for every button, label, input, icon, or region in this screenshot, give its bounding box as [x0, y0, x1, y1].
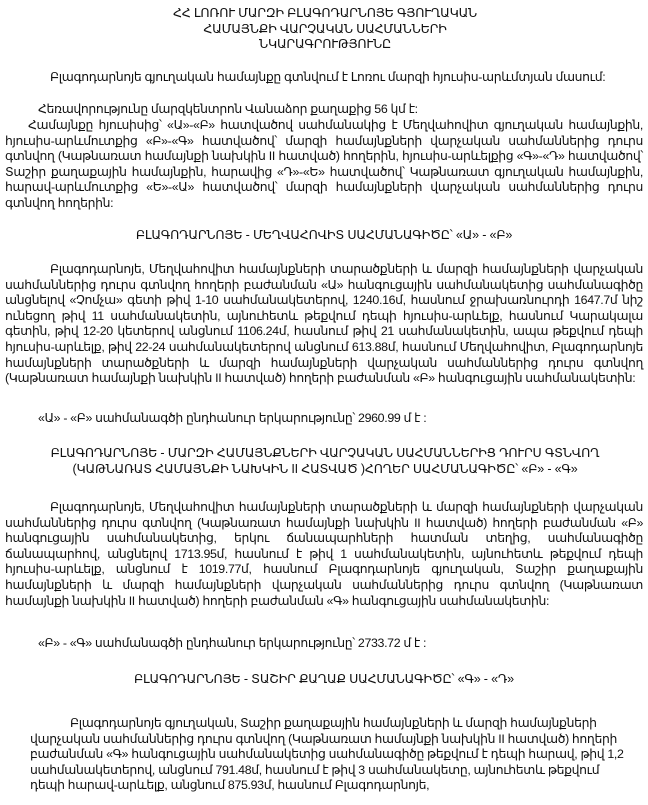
section-heading-a-b: ԲԼԱԳՈԴԱՐՆՈՅԵ - ՄԵՂՎԱՀՈՎԻՏ ՍԱՀՄԱՆԱԳԻԾԸ՝ «Ա» - «Բ»: [135, 228, 513, 242]
intro-neighbors: Համայնքը հյուսիսից՝ «Ա»-«Բ» հատվածով սահմանակից է Մեղվահովիտ գյուղական համայնքին, հյուսիս-արևմուտքից «Բ»-«Գ» հատվածով՝ մարզի համայնքների վարչական սահմաններից դուրս գտնվող (Կաթնառատ համայնքի նախկին II հատված) հողերին, հյուսիս-արևելքից «Գ»-«Դ» հատվածով՝ Տաշիր քաղաքային համայնքին, հարավից «Դ»-«Ե» հատվածով՝ Կաթնառատ գյուղական համայնքին, հարավ-արևմուտքից «Ե»-«Ա» հատվածով՝ մարզի համայնքների վարչական սահմաններից դուրս գտնվող հողերին:: [5, 118, 643, 210]
section-body-a-b: Բլագոդարնոյե, Մեղվահովիտ համայնքների տարածքների և մարզի համայնքների վարչական սահմաններից դուրս գտնվող հողերի բաժանման «Ա» հանգուցային սահմանակետից սահմանագիծը անցնելով «Չոմչա» գետի թիվ 1-10 սահմանակետերով, 1240.16մ, հասնում ջրախառնուրդի 1647.7մ նիշ ունեցող թիվ 11 սահմանակետին, այնուհետև թեքվում դեպի հյուսիս-արևելք, հասնում Կարակալա գետին, թիվ 12-20 կետերով անցնում 1106.24մ, հասնում թիվ 21 սահմանակետին, ապա թեքվում դեպի հյուսիս-արևելք, թիվ 22-24 սահմանակետերով անցնում 613.88մ, հասնում Մեղվահովիտ, Բլագոդարնոյե համայնքների տարածքների և մարզի համայնքների վարչական սահմաններից դուրս գտնվող (Կաթնառատ համայնքի նախկին II հատված) հողերի բաժանման «Բ» հանգուցային սահմանակետին:: [5, 262, 643, 386]
section-body-g-d: Բլագոդարնոյե գյուղական, Տաշիր քաղաքային համայնքների և մարզի համայնքների վարչական սահմաններից դուրս գտնվող (Կաթնառատ համայնքի նախկին II հատված) հողերի բաժանման «Գ» հանգուցային սահմանակետից սահմանագիծը թեքվում է դեպի հարավ, թիվ 1,2 սահմանակետերով, անցնում 791.48մ, հասնում է թիվ 3 սահմանակետը, այնուհետև թեքվում դեպի հարավ-արևելք, անցնում 875.93մ, հասնում Բլագոդարնոյե,: [30, 716, 624, 793]
section-heading-b-g: ԲԼԱԳՈԴԱՐՆՈՅԵ - ՄԱՐԶԻ ՀԱՄԱՅՆՔՆԵՐԻ ՎԱՐՉԱԿԱՆ ՍԱՀՄԱՆՆԵՐԻՑ ԴՈՒՐՍ ԳՏՆՎՈՂ (ԿԱԹՆԱՌԱՏ ՀԱՄԱՅՆՔԻ ՆԱԽԿԻՆ II ՀԱՏՎԱԾ )ՀՈՂԵՐ ՍԱՀՄԱՆԱԳԻԾԸ՝ «Բ» - «Գ»: [50, 446, 600, 476]
document-title: ՀՀ ԼՈՌՈՒ ՄԱՐԶԻ ԲԼԱԳՈԴԱՐՆՈՅԵ ԳՅՈՒՂԱԿԱՆ ՀԱՄԱՅՆՔԻ ՎԱՐՉԱԿԱՆ ՍԱՀՄԱՆՆԵՐԻ ՆԿԱՐԱԳՐՈՒԹՅՈՒՆԸ: [172, 6, 478, 52]
intro-distance: Հեռավորությունը մարզկենտրոն Վանաձոր քաղաքից 56 կմ է:: [38, 102, 418, 116]
section-body-b-g: Բլագոդարնոյե, Մեղվահովիտ համայնքների տարածքների և մարզի համայնքների վարչական սահմաններից դուրս գտնվող (Կաթնառատ համայնքի նախկին II հատված) հողերի բաժանման «Բ» հանգուցային սահմանակետից, երկու ճանապարհների հատման տեղից, սահմանագիծը ճանապարհով, անցնելով 1713.95մ, հասնում է թիվ 1 սահմանակետին, այնուհետև թեքվում դեպի հյուսիս-արևելք, անցնում է 1019.77մ, հասնում Բլագոդարնոյե գյուղական, Տաշիր քաղաքային համայնքների և մարզի համայնքների վարչական սահմաններից դուրս գտնվող (Կաթնառատ համայնքի նախկին II հատված) հողերի բաժանման «Գ» հանգուցային սահմանակետին:: [5, 500, 643, 608]
section-heading-g-d: ԲԼԱԳՈԴԱՐՆՈՅԵ - ՏԱՇԻՐ ՔԱՂԱՔ ՍԱՀՄԱՆԱԳԻԾԸ՝ «Գ» - «Դ»: [134, 672, 514, 686]
intro-location: Բլագոդարնոյե գյուղական համայնքը գտնվում է Լոռու մարզի հյուսիս-արևմտյան մասում:: [50, 70, 606, 84]
section-total-a-b: «Ա» - «Բ» սահմանագծի ընդհանուր երկարությունը՝ 2960.99 մ է :: [38, 411, 427, 425]
section-total-b-g: «Բ» - «Գ» սահմանագծի ընդհանուր երկարությունը՝ 2733.72 մ է :: [38, 636, 427, 650]
